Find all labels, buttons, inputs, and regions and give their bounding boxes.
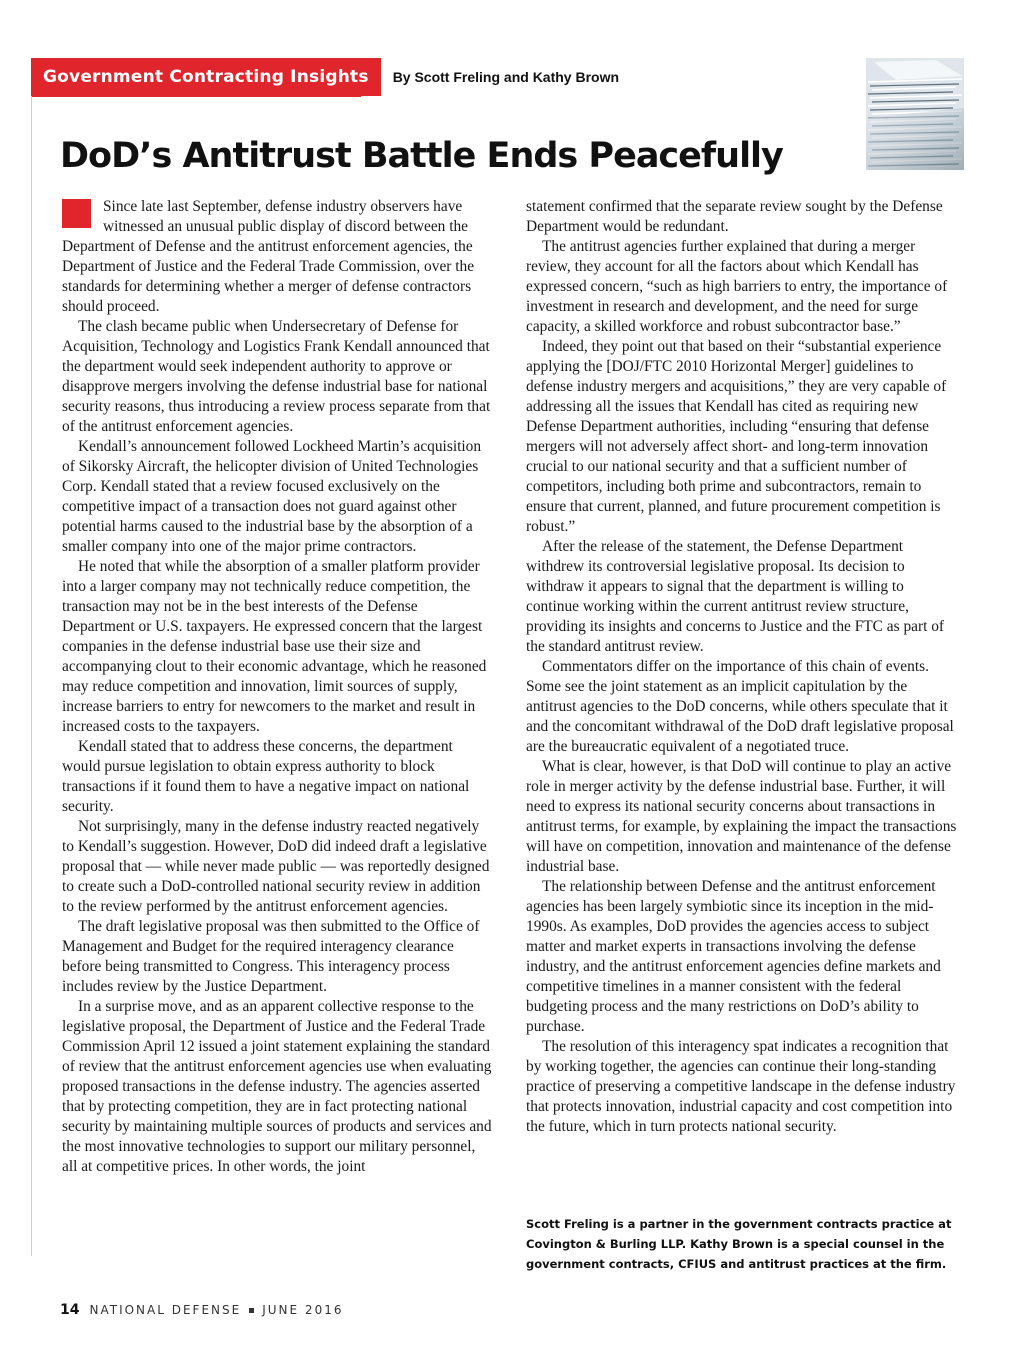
issue-date: JUNE 2016 [262,1303,344,1317]
paragraph: Since late last September, defense industry observers have witnessed an unusual public display of discord between the Department of Defense and the antitrust enforcement agencies, the Department of Justice and the Federal Trade Commission, over the standards for determining whether a merger of defense contractors should proceed. [62,198,475,315]
paragraph: Indeed, they point out that based on their “substantial experience applying the [DOJ/FTC 2010 Horizontal Merger] guidelines to defense industry mergers and acquisitions,” they are very capable of addressing all the issues that Kendall has cited as requiring new Defense Department authorities, including “ensuring that defense mergers will not adversely affect short- and long-term innovation crucial to our national security and that a sufficient number of competitors, including both prime and subcontractors, remain to ensure that current, planned, and future procurement competition is robust.” [526,338,947,535]
paper-stack-image [866,58,964,170]
paragraph: Commentators differ on the importance of this chain of events. Some see the joint statement as an implicit capitulation by the antitrust agencies to the DoD concerns, while others speculate that it and the concomitant withdrawal of the DoD draft legislative proposal are the bureaucratic equivalent of a negotiated truce. [526,658,954,755]
page-footer [60,1302,343,1318]
article-column-right [526,197,958,1137]
page-number: 14 [60,1302,80,1318]
paragraph: Kendall stated that to address these concerns, the department would pursue legislation to obtain express authority to block transactions if it found them to have a negative impact on national security. [62,738,470,815]
footer-separator [249,1308,254,1313]
byline: By Scott Freling and Kathy Brown [392,69,620,85]
paragraph: The draft legislative proposal was then submitted to the Office of Management and Budget for the required interagency clearance before being transmitted to Congress. This interagency process includes review by the Justice Department. [62,918,480,995]
left-margin-rule [31,96,32,1256]
column-name-tag: Government Contracting Insights [31,58,381,96]
paragraph: After the release of the statement, the Defense Department withdrew its controversial legislative proposal. Its decision to withdraw it appears to signal that the department is willing to continue working within the current antitrust review structure, providing its insights and concerns to Justice and the FTC as part of the standard antitrust review. [526,538,945,655]
paragraph: In a surprise move, and as an apparent collective response to the legislative proposal, the Department of Justice and the Federal Trade Commission April 12 issued a joint statement explaining the standard of review that the antitrust enforcement agencies use when evaluating proposed transactions in the defense industry. The agencies asserted that by protecting competition, they are in fact protecting national security by maintaining multiple sources of products and services and the most innovative technologies to support our military personnel, all at competitive prices. In other words, the joint [62,998,492,1175]
paragraph: Kendall’s announcement followed Lockheed Martin’s acquisition of Sikorsky Aircraft, the helicopter division of United Technologies Corp. Kendall stated that a review focused exclusively on the competitive impact of a transaction does not guard against other potential harms caused to the industrial base by the absorption of a smaller company into one of the major prime contractors. [62,438,482,555]
author-bio: Scott Freling is a partner in the government contracts practice at Covington & Burling LLP. Kathy Brown is a special counsel in the government contracts, CFIUS and antitrust practices at the firm. [526,1217,952,1271]
header-rule [31,96,361,97]
article-title: DoD’s Antitrust Battle Ends Peacefully [60,136,783,176]
paragraph: He noted that while the absorption of a smaller platform provider into a larger company may not technically reduce competition, the transaction may not be in the best interests of the Defense Department or U.S. taxpayers. He expressed concern that the largest companies in the defense industrial base use their size and accompanying clout to their economic advantage, which he reasoned may reduce competition and innovation, limit sources of supply, increase barriers to entry for newcomers to the market and result in increased costs to the taxpayers. [62,558,487,735]
drop-cap-marker [62,199,91,228]
paragraph: Not surprisingly, many in the defense industry reacted negatively to Kendall’s suggestion. However, DoD did indeed draft a legislative proposal that — while never made public — was reportedly designed to create such a DoD-controlled national security review in addition to the review performed by the antitrust enforcement agencies. [62,818,490,915]
paragraph: What is clear, however, is that DoD will continue to play an active role in merger activity by the defense industrial base. Further, it will need to express its national security concerns about transactions in antitrust terms, for example, by explaining the impact the transactions will have on competition, innovation and maintenance of the defense industrial base. [526,758,957,875]
paragraph: statement confirmed that the separate review sought by the Defense Department would be redundant. [526,198,943,235]
paragraph: The clash became public when Undersecretary of Defense for Acquisition, Technology and Logistics Frank Kendall announced that the department would seek independent authority to approve or disapprove mergers involving the defense industrial base for national security reasons, thus introducing a review process separate from that of the antitrust enforcement agencies. [62,318,491,435]
paragraph: The resolution of this interagency spat indicates a recognition that by working together, the agencies can continue their long-standing practice of preserving a competitive landscape in the defense industry that protects innovation, industrial capacity and cost competition into the future, which in turn protects national security. [526,1038,956,1135]
publication-name: NATIONAL DEFENSE [89,1303,242,1317]
paragraph: The relationship between Defense and the antitrust enforcement agencies has been largely symbiotic since its inception in the mid-1990s. As examples, DoD provides the agencies access to subject matter and market experts in transactions involving the defense industry, and the antitrust enforcement agencies define markets and competitive timelines in a manner consistent with the federal budgeting process and the many restrictions on DoD’s ability to purchase. [526,878,941,1035]
paragraph: The antitrust agencies further explained that during a merger review, they account for all the factors about which Kendall has expressed concern, “such as high barriers to entry, the importance of investment in research and development, and the need for surge capacity, a skilled workforce and robust subcontractor base.” [526,238,948,335]
article-column-left [62,197,494,1177]
column-header [31,58,619,96]
